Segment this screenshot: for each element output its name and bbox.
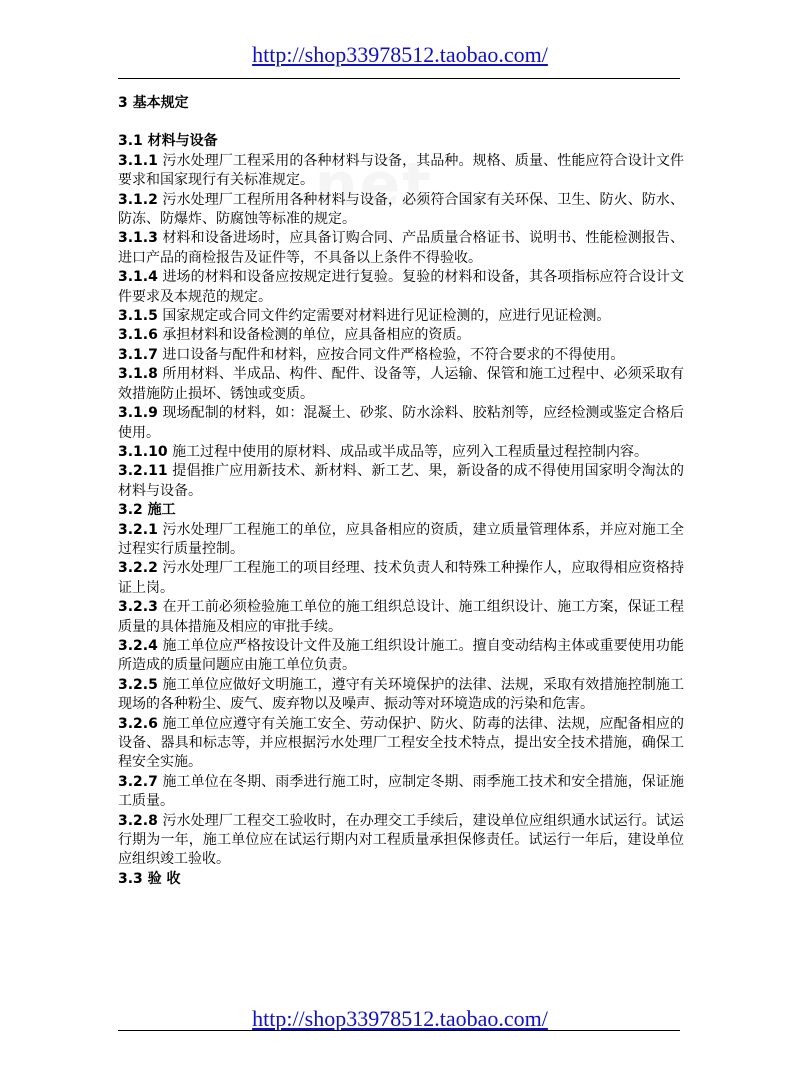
clause-item	[118, 598, 684, 637]
clause-item	[118, 307, 684, 326]
section-gap	[118, 113, 684, 132]
clause-number: 3.1.7	[118, 346, 158, 363]
clause-item	[118, 521, 684, 560]
clause-item	[118, 229, 684, 268]
clause-item	[118, 404, 684, 443]
clause-number: 3.1.2	[118, 191, 158, 208]
clause-number: 3.2.6	[118, 715, 158, 732]
clause-list-3-2	[118, 521, 684, 870]
clause-list-3-1	[118, 152, 684, 501]
clause-text: 施工单位应做好文明施工，遵守有关环境保护的法律、法规，采取有效措施控制施工现场的各种粉尘、废气、废弃物以及噪声、振动等对环境造成的污染和危害。	[118, 676, 685, 713]
clause-text: 污水处理厂工程采用的各种材料与设备，其品种。规格、质量、性能应符合设计文件要求和国家现行有关标准规定。	[118, 152, 685, 189]
clause-number: 3.1.5	[118, 308, 158, 325]
clause-text: 材料和设备进场时，应具备订购合同、产品质量合格证书、说明书、性能检测报告、进口产品的商检报告及证件等，不具备以上条件不得验收。	[118, 230, 685, 266]
header-link[interactable]: http://shop33978512.taobao.com/	[252, 42, 548, 67]
document-body	[118, 94, 684, 889]
clause-item	[118, 191, 684, 230]
clause-number: 3.1.4	[118, 269, 158, 286]
clause-number: 3.1.1	[118, 152, 158, 169]
clause-item	[118, 152, 684, 191]
section-title: 3 基本规定	[118, 95, 189, 111]
footer-link[interactable]: http://shop33978512.taobao.com/	[252, 1006, 548, 1031]
clause-number: 3.2.8	[118, 812, 158, 829]
clause-text: 污水处理厂工程施工的项目经理、技术负责人和特殊工种操作人，应取得相应资格持证上岗。	[118, 560, 685, 596]
clause-item	[118, 637, 684, 676]
header-rule	[118, 78, 680, 79]
clause-number: 3.2.1	[118, 521, 158, 538]
clause-item	[118, 773, 684, 812]
clause-text: 施工过程中使用的原材料、成品或半成品等，应列入工程质量过程控制内容。	[172, 443, 649, 460]
clause-text: 现场配制的材料，如：混凝土、砂浆、防水涂料、胶粘剂等，应经检测或鉴定合格后使用。	[118, 405, 685, 441]
clause-item	[118, 676, 684, 715]
clause-number: 3.1.8	[118, 366, 158, 383]
subsection-title-3-2: 3.2 施工	[118, 502, 176, 519]
clause-item	[118, 715, 684, 773]
clause-item	[118, 559, 684, 598]
clause-item	[118, 365, 684, 404]
clause-text: 施工单位应严格按设计文件及施工组织设计施工。擅自变动结构主体或重要使用功能所造成的质量问题应由施工单位负责。	[118, 637, 685, 674]
clause-text: 提倡推广应用新技术、新材料、新工艺、果，新设备的成不得使用国家明令淘汰的材料与设备。	[118, 463, 684, 499]
subsection-title-3-1: 3.1 材料与设备	[118, 133, 218, 150]
clause-item	[118, 462, 684, 501]
clause-number: 3.1.9	[118, 405, 158, 422]
clause-text: 污水处理厂工程所用各种材料与设备，必须符合国家有关环保、卫生、防火、防水、防冻、防爆炸、防腐蚀等标准的规定。	[118, 191, 685, 228]
clause-text: 污水处理厂工程施工的单位，应具备相应的资质，建立质量管理体系，并应对施工全过程实行质量控制。	[118, 521, 685, 557]
clause-number: 3.1.6	[118, 327, 158, 344]
clause-text: 国家规定或合同文件约定需要对材料进行见证检测的，应进行见证检测。	[162, 308, 611, 325]
clause-number: 3.2.7	[118, 773, 158, 790]
clause-number: 3.2.5	[118, 676, 158, 693]
clause-text: 施工单位应遵守有关施工安全、劳动保护、防火、防毒的法律、法规，应配备相应的设备、器具和标志等，并应根据污水处理厂工程安全技术特点，提出安全技术措施，确保工程安全实施。	[118, 715, 685, 771]
clause-item	[118, 326, 684, 345]
clause-text: 进口设备与配件和材料，应按合同文件严格检验，不符合要求的不得使用。	[162, 346, 625, 363]
clause-number: 3.2.4	[118, 637, 158, 654]
clause-number: 3.2.11	[118, 463, 168, 480]
clause-item	[118, 346, 684, 365]
clause-text: 在开工前必须检验施工单位的施工组织总设计、施工组织设计、施工方案，保证工程质量的具体措施及相应的审批手续。	[118, 599, 685, 635]
clause-text: 承担材料和设备检测的单位，应具备相应的资质。	[162, 327, 471, 344]
clause-text: 施工单位在冬期、雨季进行施工时，应制定冬期、雨季施工技术和安全措施，保证施工质量。	[118, 773, 685, 810]
clause-number: 3.2.3	[118, 599, 158, 616]
clause-item	[118, 443, 684, 462]
subsection-title-3-3: 3.3 验 收	[118, 870, 181, 887]
clause-item	[118, 812, 684, 870]
watermark: .net	[290, 150, 433, 220]
clause-number: 3.1.10	[118, 443, 168, 460]
clause-item	[118, 268, 684, 307]
clause-number: 3.1.3	[118, 230, 158, 247]
clause-text: 污水处理厂工程交工验收时，在办理交工手续后，建设单位应组织通水试运行。试运行期为一年，施工单位应在试运行期内对工程质量承担保修责任。试运行一年后，建设单位应组织竣工验收。	[118, 812, 685, 868]
clause-text: 所用材料、半成品、构件、配件、设备等，人运输、保管和施工过程中、必须采取有效措施防止损坏、锈蚀或变质。	[118, 366, 685, 402]
clause-number: 3.2.2	[118, 560, 158, 577]
clause-text: 进场的材料和设备应按规定进行复验。复验的材料和设备，其各项指标应符合设计文件要求及本规范的规定。	[118, 269, 685, 305]
